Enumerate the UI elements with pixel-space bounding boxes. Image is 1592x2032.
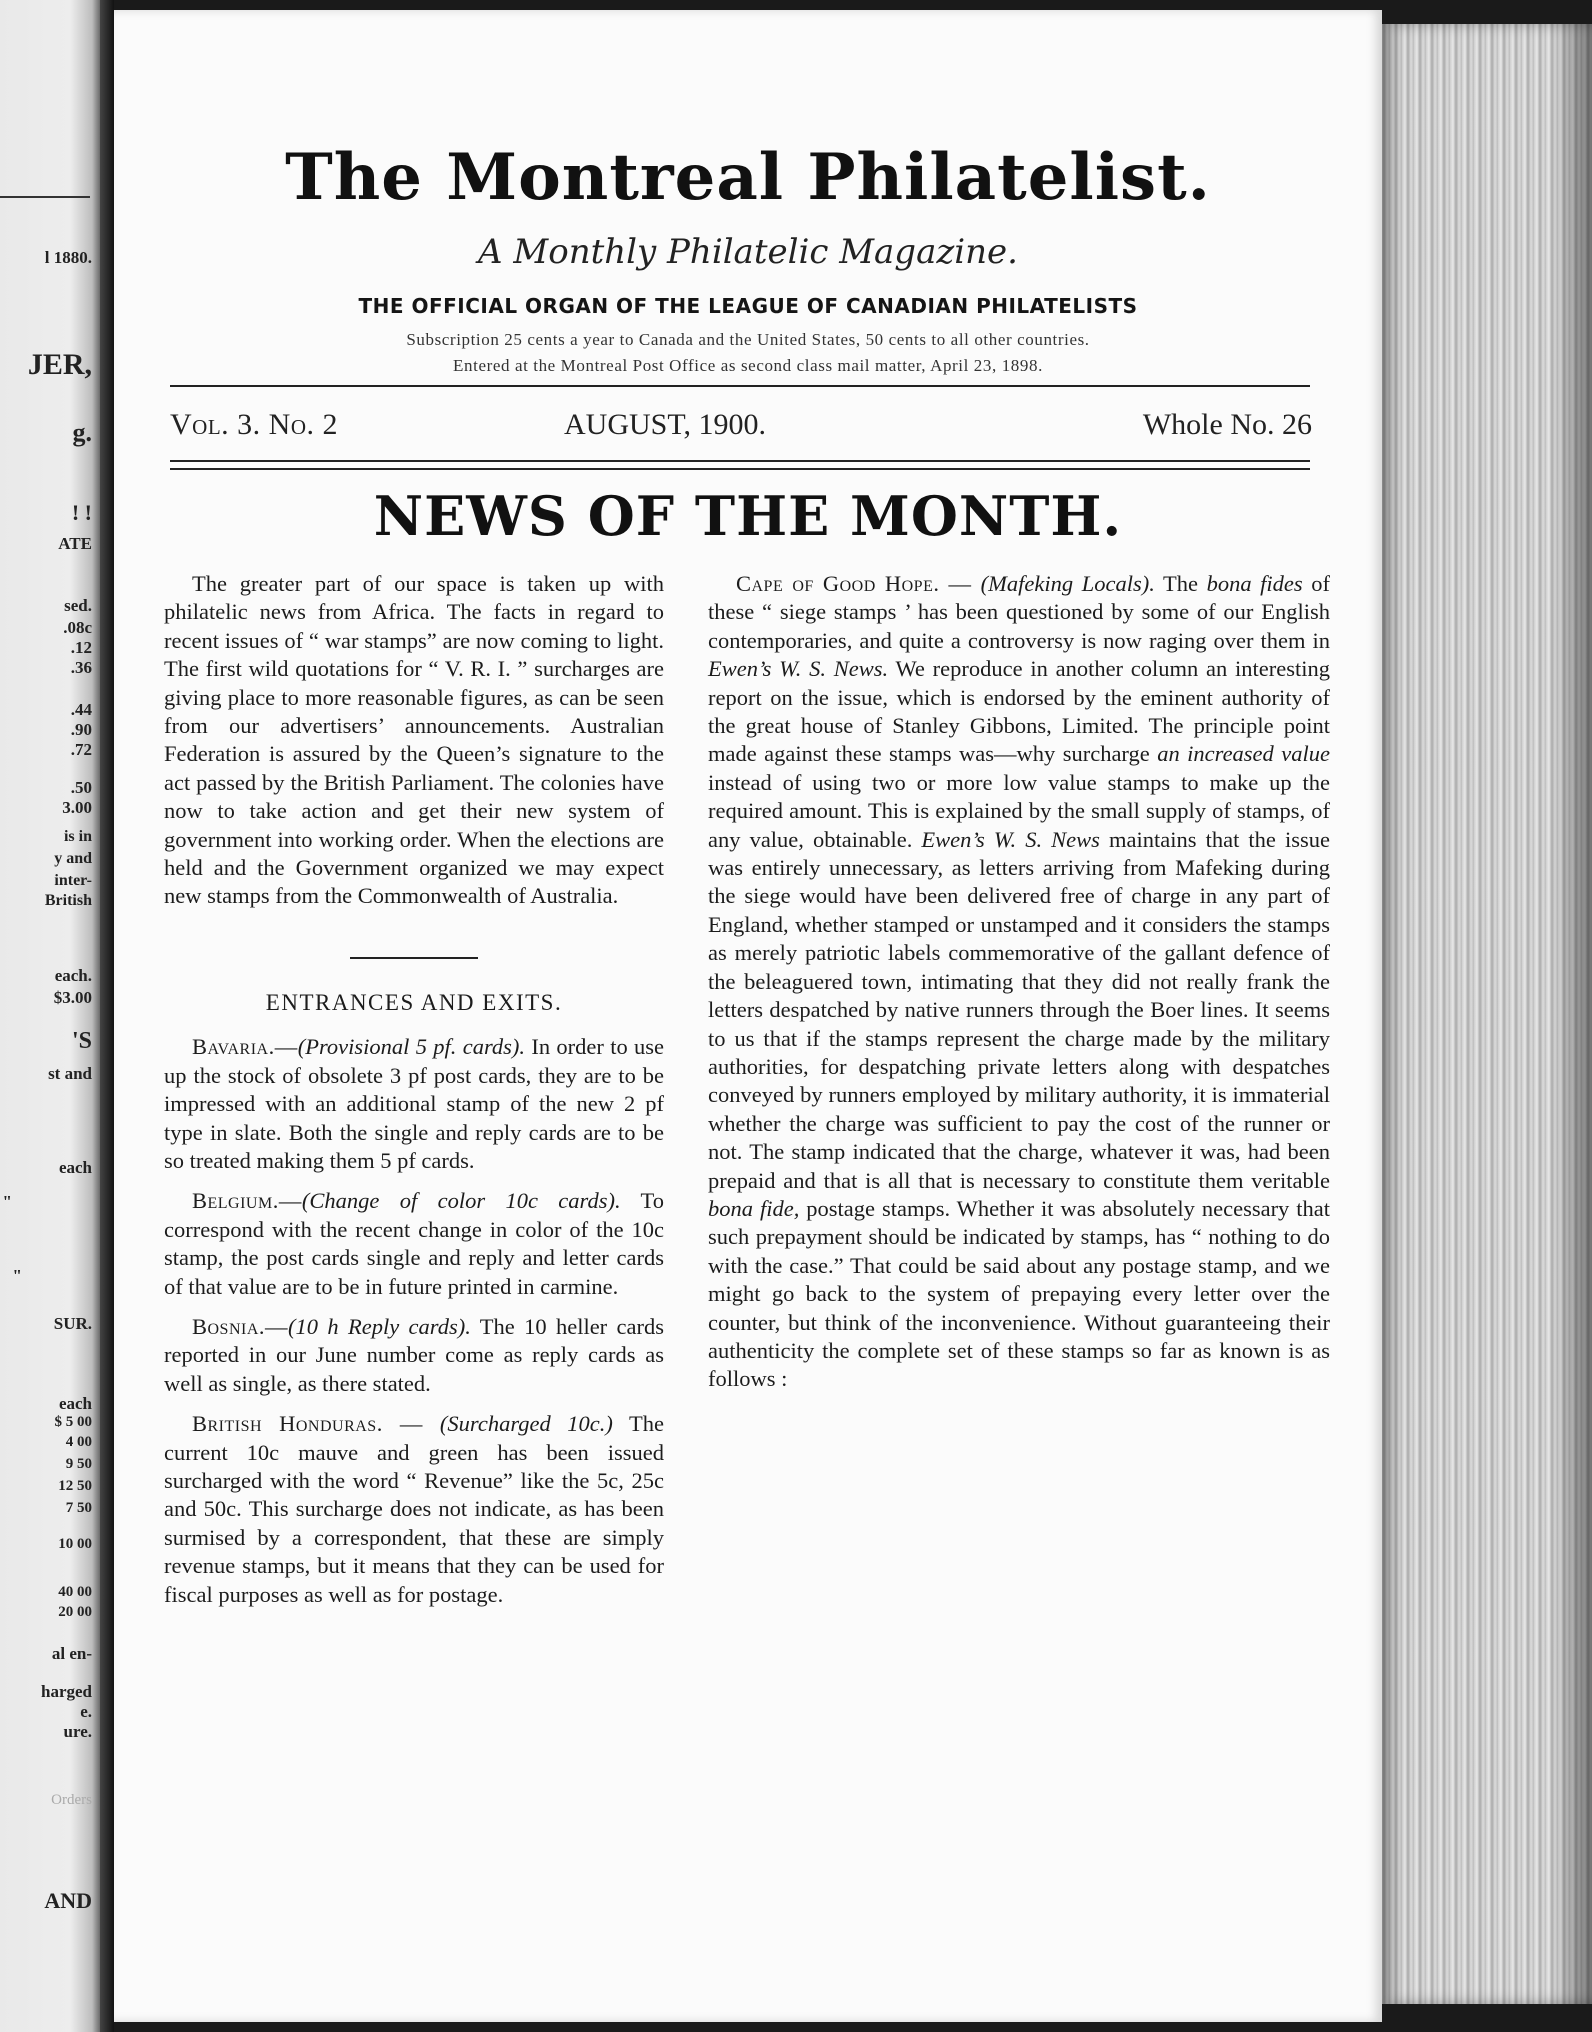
adjacent-fragment: British — [44, 892, 92, 909]
entry-text: The 10 heller cards reported in our June number come as reply cards as well as single, as there stated. — [164, 1313, 664, 1396]
adjacent-fragment: y and — [54, 850, 92, 867]
subscription-line: Subscription 25 cents a year to Canada and the United States, 50 cents to all other countries. — [406, 330, 1090, 349]
adjacent-fragment: each — [58, 1394, 92, 1413]
left-column — [164, 570, 664, 1609]
adjacent-fragment: l 1880. — [44, 248, 92, 267]
adjacent-fragment: 9 50 — [65, 1456, 92, 1472]
adjacent-fragment: al en- — [51, 1644, 92, 1663]
adjacent-fragment: ATE — [58, 534, 92, 553]
entry-subject: (Change of color 10c cards). — [301, 1188, 621, 1214]
entry-text: The current 10c mauve and green has been issued surcharged with the word “ Revenue” like the 5c, 25c and 50c. This surcharge does not indicate, as has been surmised by a correspondent, that these are simply revenue stamps, but it means that they can be used for fiscal purposes as well as for postage. — [164, 1411, 665, 1607]
entry-bavaria — [164, 1033, 664, 1175]
entry-emphasis: an increased value — [1157, 741, 1330, 767]
adjacent-fragment: SUR. — [53, 1314, 92, 1333]
publication-title: Ewen’s W. S. News — [921, 826, 1100, 852]
entry-subject: (10 h Reply cards). — [288, 1313, 471, 1339]
volume-number — [170, 408, 338, 442]
entry-belgium — [164, 1187, 664, 1301]
adjacent-fragment: 4 00 — [65, 1434, 92, 1450]
adjacent-fragment: " — [2, 1192, 12, 1211]
adjacent-page-strip — [0, 0, 100, 2032]
entry-text: The — [1154, 571, 1207, 596]
country-heading: Bavaria.— — [192, 1034, 298, 1060]
country-heading: Belgium.— — [192, 1188, 302, 1214]
whole-number: Whole No. 26 — [1142, 408, 1312, 441]
adjacent-fragment: sed. — [64, 596, 92, 615]
adjacent-fragment: " — [12, 1266, 22, 1285]
adjacent-fragment: 10 00 — [58, 1536, 92, 1552]
adjacent-fragment: .44 — [70, 700, 92, 719]
entry-emphasis: bona fide, — [708, 1195, 800, 1221]
adjacent-fragment: AND — [44, 1888, 92, 1913]
section-title: ENTRANCES AND EXITS. — [265, 989, 563, 1015]
adjacent-fragment: harged — [41, 1682, 92, 1701]
official-organ-line: THE OFFICIAL ORGAN OF THE LEAGUE OF CANADIAN PHILATELISTS — [358, 294, 1138, 318]
adjacent-fragment: 'S — [71, 1028, 92, 1054]
masthead-title: The Montreal Philatelist. — [285, 140, 1211, 215]
entry-text: maintains that the issue was entirely unnecessary, as letters arriving from Mafeking during the siege would have been delivered free of charge in any part of England, whether stamped or unstamped and it considers the stamps as merely patriotic labels commemorative of the gallant defence of the beleaguered town, intimating that they did not really frank the letters despatched by native runners through the Boer lines. It seems to us that if the stamps represent the charge made by the military authorities, for despatching private letters along with despatches conveyed by runners employed by military authority, it is immaterial whether the charge was sufficient to pay the cost of the runner or not. The stamp indicated that the charge, whatever it was, had been prepaid and that is all that is necessary to constitute them veritable — [708, 826, 1330, 1193]
entry-emphasis: bona fides — [1206, 571, 1303, 596]
entry-text: instead of using two or more low value stamps to make up the required amount. This is explained by the small supply of stamps, of any value, obtainable. — [708, 769, 1330, 852]
entry-subject: (Surcharged 10c.) — [439, 1411, 613, 1437]
adjacent-fragment: each. — [54, 966, 92, 985]
adjacent-fragment: .12 — [70, 638, 92, 657]
adjacent-fragment: .08c — [63, 618, 92, 637]
right-column — [708, 570, 1330, 1394]
adjacent-fragment: 3.00 — [62, 798, 92, 817]
entry-text: of these “ siege stamps ’ has been questioned by some of our English contemporaries, and quite a controversy is now raging over them in — [708, 571, 1331, 653]
adjacent-fragment: ! ! — [71, 500, 92, 525]
page-edges — [1378, 24, 1592, 2004]
intro-paragraph: The greater part of our space is taken up with philatelic news from Africa. The facts in regard to recent issues of “ war stamps” are now coming to light. The first wild quotations for “ V. R. I. ” surcharges are giving place to more reasonable figures, as can be seen from our advertisers’ announcements. Australian Federation is assured by the Queen’s signature to the act passed by the British Parliament. The colonies have now to take action and get their new system of government into working order. When the elections are held and the Government organized we may expect new stamps from the Commonwealth of Australia. — [164, 571, 664, 909]
binding-shadow — [100, 0, 114, 2032]
journal-page — [114, 10, 1382, 2022]
entry-subject: (Provisional 5 pf. cards). — [297, 1034, 526, 1060]
adjacent-fragment: g. — [72, 418, 92, 447]
entry-bosnia — [164, 1313, 664, 1398]
adjacent-fragment: 7 50 — [65, 1500, 92, 1516]
adjacent-fragment: each — [58, 1158, 92, 1177]
adjacent-fragment: .72 — [70, 740, 92, 759]
country-heading: Cape of Good Hope. — — [736, 571, 981, 596]
adjacent-fragment: .36 — [70, 658, 92, 677]
entry-british-honduras — [164, 1410, 664, 1609]
publication-title: Ewen’s W. S. News. — [708, 656, 889, 682]
adjacent-fragment: st and — [48, 1064, 92, 1083]
rule-top — [170, 385, 1310, 387]
entered-line: Entered at the Montreal Post Office as second class mail matter, April 23, 1898. — [453, 356, 1043, 375]
entry-text: To correspond with the recent change in color of the 10c stamp, the post cards single and reply and letter cards of that value are to be in future printed in carmine. — [164, 1188, 664, 1299]
adjacent-fragment: is in — [63, 828, 92, 845]
adjacent-fragment: Orders — [51, 1792, 92, 1808]
entry-text: In order to use up the stock of obsolete 3 pf post cards, they are to be impressed with an additional stamp of the new 2 pf type in slate. Both the single and reply cards are to be so treated making them 5 pf cards. — [164, 1034, 665, 1173]
adjacent-fragment: .90 — [70, 720, 92, 739]
entry-subject: (Mafeking Locals). — [980, 571, 1155, 596]
adjacent-fragment: 20 00 — [58, 1604, 92, 1620]
adjacent-fragment: 12 50 — [58, 1478, 92, 1494]
adjacent-fragment: JER, — [27, 348, 92, 381]
entry-text: postage stamps. Whether it was absolutely necessary that such prepayment should be indicated by stamps, has “ nothing to do with the case.” That could be said about any postage stamp, and we might go back to the system of prepaying every letter over the counter, but think of the inconvenience. Without guaranteeing their authenticity the complete set of these stamps so far as known is as follows : — [708, 1195, 1330, 1392]
country-heading: British Honduras. — — [192, 1411, 440, 1437]
adjacent-fragment: $3.00 — [53, 988, 92, 1007]
adjacent-fragment: 40 00 — [58, 1584, 92, 1600]
section-divider — [350, 957, 478, 959]
adjacent-fragment: $ 5 00 — [54, 1414, 92, 1430]
adjacent-fragment: .50 — [70, 778, 92, 797]
adjacent-fragment: e. — [80, 1702, 92, 1721]
adjacent-fragment: inter- — [54, 872, 92, 889]
rule-bottom-2 — [170, 468, 1310, 470]
headline: NEWS OF THE MONTH. — [373, 484, 1123, 548]
country-heading: Bosnia.— — [192, 1313, 289, 1339]
entry-text: We reproduce in another column an interesting report on the issue, which is endorsed by the eminent authority of the great house of Stanley Gibbons, Limited. The principle point made against these stamps was—why surcharge — [708, 656, 1330, 767]
masthead-tagline: A Monthly Philatelic Magazine. — [478, 232, 1018, 272]
volume-text: Vol. 3. No. 2 — [170, 408, 338, 441]
adjacent-page-rule — [0, 196, 90, 198]
adjacent-fragment: ure. — [63, 1722, 92, 1741]
entry-cape-of-good-hope — [708, 570, 1330, 1394]
issue-date: AUGUST, 1900. — [564, 408, 766, 441]
rule-bottom-1 — [170, 460, 1310, 462]
